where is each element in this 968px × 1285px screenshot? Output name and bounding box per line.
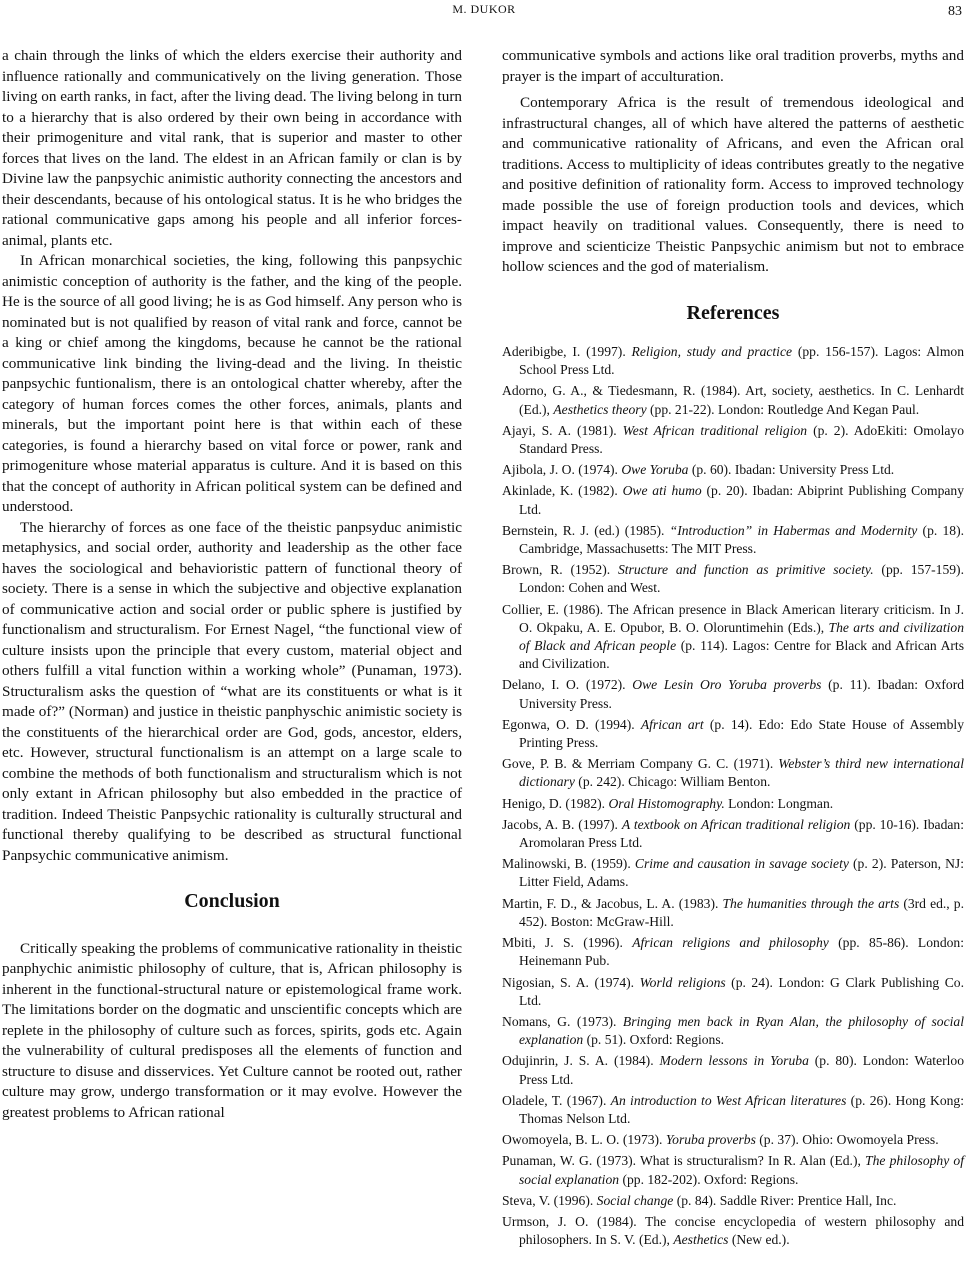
reference-text: Gove, P. B. & Merriam Company G. C. (1971). [502, 756, 779, 772]
reference-entry [502, 1192, 964, 1210]
reference-text: Urmson, J. O. (1984). The concise encyclopedia of western philosophy and philosophers. In S. V. (Ed.), [502, 1213, 964, 1248]
reference-entry [502, 1213, 964, 1249]
reference-entry [502, 601, 964, 674]
reference-text: (p. 84). Saddle River: Prentice Hall, Inc. [673, 1192, 897, 1208]
reference-title: The philosophy of social explanation [519, 1153, 964, 1187]
reference-text: (p. 14). Edo: Edo State House of Assembly Printing Press. [519, 716, 964, 751]
reference-entry [502, 1131, 964, 1149]
reference-entry [502, 343, 964, 379]
reference-title: Aesthetics [673, 1232, 729, 1248]
running-head-author: M. DUKOR [452, 2, 516, 16]
reference-entry [502, 855, 964, 891]
reference-text: (pp. 10-16). Ibadan: Aromolaran Press Ltd. [519, 816, 964, 851]
page-number: 83 [948, 4, 962, 19]
reference-title: Owe Yoruba [621, 462, 689, 478]
references-heading: References [686, 301, 780, 324]
reference-entry [502, 974, 964, 1010]
reference-text: (p. 114). Lagos: Centre for Black and African Arts and Civilization. [519, 638, 964, 672]
reference-text: (p. 80). London: Waterloo Press Ltd. [519, 1053, 965, 1087]
reference-text: Henigo, D. (1982). [502, 795, 609, 811]
reference-text: (pp. 21-22). London: Routledge And Kegan Paul. [646, 401, 920, 417]
reference-text: Bernstein, R. J. (ed.) (1985). [502, 522, 670, 538]
reference-entry [502, 1092, 964, 1128]
reference-text: Ajayi, S. A. (1981). [502, 422, 623, 438]
reference-entry [502, 382, 964, 418]
reference-text: (p. 26). Hong Kong: Thomas Nelson Ltd. [519, 1092, 965, 1126]
reference-text: Nigosian, S. A. (1974). [502, 974, 640, 990]
reference-text: Nomans, G. (1973). [502, 1013, 623, 1029]
reference-entry [502, 934, 964, 970]
reference-title: The arts and civilization of Black and African people [519, 619, 964, 654]
continuation-paragraph: communicative symbols and actions like oral tradition proverbs, myths and prayer is the impart of acculturation. [502, 47, 964, 85]
reference-text: Adorno, G. A., & Tiedesmann, R. (1984). Art, society, aesthetics. In C. Lenhardt (Ed.), [502, 383, 964, 417]
reference-entry [502, 1013, 964, 1049]
reference-text: Oladele, T. (1967). [502, 1092, 611, 1108]
right-column [502, 46, 964, 1252]
reference-title: World religions [639, 974, 726, 990]
reference-title: Religion, study and practice [631, 344, 793, 359]
reference-title: West African traditional religion [622, 422, 808, 438]
reference-text: Ajibola, J. O. (1974). [502, 462, 622, 478]
reference-text: (New ed.). [728, 1232, 790, 1248]
references-list [502, 343, 964, 1249]
page-header [0, 0, 968, 24]
body-paragraph: In African monarchical societies, the king, following this panpsychic animistic conception of authority is the father, and the king of the people. He is the source of all good living; he is as God himself. Any person who is nominated but is not qualified by reason of vital rank and force, cannot be a king or chief among the kingdoms, because he cannot be the rational communicative link binding the living-dead and the living. In theistic panpsychic funtionalism, there is an ontological chatter whereby, after the category of human forces comes the other forces, animals, plants and minerals, but the important point here is that within each of these categories, is found a hierarchy based on vital force or power, rank and primogeniture whose material apparatus is culture. And it is based on this that the concept of authority in African political system can be defined and understood. [2, 252, 462, 515]
reference-text: Martin, F. D., & Jacobus, L. A. (1983). [502, 895, 723, 911]
reference-entry [502, 1152, 964, 1188]
reference-title: Webster’s third new international dictionary [519, 756, 964, 790]
reference-entry [502, 561, 964, 597]
body-paragraph: Contemporary Africa is the result of tremendous ideological and infrastructural changes, all of which have altered the patterns of aesthetic and communicative rationality of Africans, and even the African oral traditions. Access to multiplicity of ideas contributes greatly to the negative and positive definition of rationality form. Access to improved technology made possible the use of foreign production tools and devices, which impact heavily on traditional values. Consequently, there is need to improve and scienticize Theistic Panpsychic animism but not to embrace hollow sciences and the god of materialism. [502, 94, 964, 275]
reference-text: Steva, V. (1996). [502, 1192, 597, 1208]
reference-text: Owomoyela, B. L. O. (1973). [502, 1132, 666, 1148]
reference-text: (pp. 157-159). London: Cohen and West. [519, 562, 964, 596]
reference-text: Egonwa, O. D. (1994). [502, 716, 641, 732]
reference-entry [502, 676, 964, 712]
reference-text: (p. 24). London: G Clark Publishing Co. Ltd. [519, 974, 964, 1008]
reference-text: Jacobs, A. B. (1997). [502, 816, 622, 832]
reference-title: Yoruba proverbs [665, 1132, 756, 1148]
reference-text: Odujinrin, J. S. A. (1984). [502, 1053, 660, 1069]
reference-title: Crime and causation in savage society [634, 856, 849, 872]
reference-entry [502, 522, 964, 558]
reference-text: (pp. 156-157). Lagos: Almon School Press Ltd. [519, 344, 965, 378]
reference-entry [502, 895, 964, 931]
reference-text: (p. 11). Ibadan: Oxford University Press. [519, 677, 965, 711]
reference-text: (p. 60). Ibadan: University Press Ltd. [688, 462, 895, 478]
reference-title: Aesthetics theory [553, 401, 647, 417]
reference-text: Collier, E. (1986). The African presence in Black American literary criticism. In J. O. Okpaku, A. E. Opubor, B. O. Oloruntimehin (Eds.), [502, 601, 964, 635]
reference-text: Punaman, W. G. (1973). What is structuralism? In R. Alan (Ed.), [502, 1153, 866, 1169]
reference-text: Delano, I. O. (1972). [502, 677, 633, 693]
reference-title: Structure and function as primitive society. [617, 562, 874, 578]
conclusion-heading: Conclusion [184, 890, 280, 912]
reference-text: (p. 20). Ibadan: Abiprint Publishing Company Ltd. [519, 483, 965, 517]
reference-title: Social change [596, 1192, 674, 1208]
reference-title: The humanities through the arts [722, 895, 900, 911]
reference-entry [502, 482, 964, 518]
conclusion-paragraph: Critically speaking the problems of communicative rationality in theistic panphychic animistic philosophy of culture, that is, African philosophy is inherent in the functional-structural nature or epistemological frame work. The limitations border on the dogmatic and unscientific concepts which are replete in the philosophy of culture such as forces, spirits, gods etc. Again the vulnerability of cultural predisposes all the elements of function and structure to disuse and disservices. Yet Culture cannot be rooted out, rather culture may grow, undergo transformation or it may evolve. However the greatest problems to African rational [2, 939, 462, 1121]
reference-entry [502, 422, 964, 458]
body-paragraph: a chain through the links of which the elders exercise their authority and influence rationally and communicatively on the living generation. Those living on earth ranks, in fact, after the living dead. The living belong in turn to a hierarchy that is also ordered by their own being in accordance with their primogeniture and vital rank, that is superior and master to other forces that lives on the land. The eldest in an African family or clan is by Divine law the panpsychic animistic authority connecting the ancestors and their descendants, because of his ontological status. It is he who bridges the rational communicative gaps among his people and all inferior forces-animal, plants etc. [2, 47, 462, 249]
reference-entry [502, 1052, 964, 1088]
reference-text: (p. 37). Ohio: Owomoyela Press. [755, 1132, 939, 1148]
reference-text: (pp. 182-202). Oxford: Regions. [619, 1171, 799, 1187]
reference-text: (p. 2). Paterson, NJ: Litter Field, Adams. [519, 856, 964, 890]
reference-text: Aderibigbe, I. (1997). [502, 344, 632, 359]
reference-text: (p. 18). Cambridge, Massachusetts: The MIT Press. [519, 522, 964, 557]
reference-title: African religions and philosophy [632, 935, 829, 951]
reference-entry [502, 816, 964, 852]
reference-title: African art [640, 716, 704, 732]
reference-title: Modern lessons in Yoruba [659, 1053, 809, 1069]
reference-entry [502, 461, 964, 479]
reference-title: Owe ati humo [622, 483, 702, 499]
reference-title: Oral Histomography. [608, 795, 725, 811]
reference-text: Malinowski, B. (1959). [502, 856, 635, 872]
reference-entry [502, 795, 964, 813]
reference-title: “Introduction” in Habermas and Modernity [669, 522, 918, 538]
reference-entry [502, 755, 964, 791]
reference-title: An introduction to West African literatures [610, 1092, 847, 1108]
reference-text: (p. 51). Oxford: Regions. [583, 1032, 725, 1048]
reference-text: (p. 242). Chicago: William Benton. [574, 774, 771, 790]
reference-text: (p. 2). AdoEkiti: Omolayo Standard Press. [519, 422, 964, 457]
reference-entry [502, 716, 964, 752]
reference-text: Brown, R. (1952). [502, 562, 618, 578]
reference-text: (pp. 85-86). London: Heinemann Pub. [519, 935, 964, 969]
reference-title: A textbook on African traditional religion [621, 816, 851, 832]
reference-text: Akinlade, K. (1982). [502, 483, 623, 499]
reference-text: (3rd ed., p. 452). Boston: McGraw-Hill. [519, 895, 964, 929]
body-paragraph: The hierarchy of forces as one face of the theistic panpsyduc animistic metaphysics, and social order, authority and leadership as the other face haves the sociological and behavioristic pattern of functional theory of society. There is a sense in which the subjective and objective explanation of communicative action and social order or public sphere is justified by functionalism and structuralism. For Ernest Nagel, “the functional view of culture insists upon the principle that every custom, material object and others fulfill a vital function within a working whole” (Punaman, 1973). Structuralism asks the question of “what are its constituents or what is it made of?” (Norman) and justice in theistic panphyschic animistic society is the constituents of the hierarchical order are God, gods, ancestor, elders, etc. However, structural functionalism is an attempt on a large scale to combine the methods of both functionalism and structuralism which is not only extant in African philosophy but also embedded in the practice of tradition. Indeed Theistic Panpsychic rationality is culturally structural and functional thereby qualifying to be described as structural functional Panpsychic communicative animism. [2, 518, 462, 864]
left-column [2, 46, 462, 1123]
reference-title: Owe Lesin Oro Yoruba proverbs [632, 677, 822, 693]
reference-text: London: Longman. [724, 795, 834, 811]
reference-text: Mbiti, J. S. (1996). [502, 935, 633, 951]
reference-title: Bringing men back in Ryan Alan, the philosophy of social explanation [519, 1013, 964, 1048]
